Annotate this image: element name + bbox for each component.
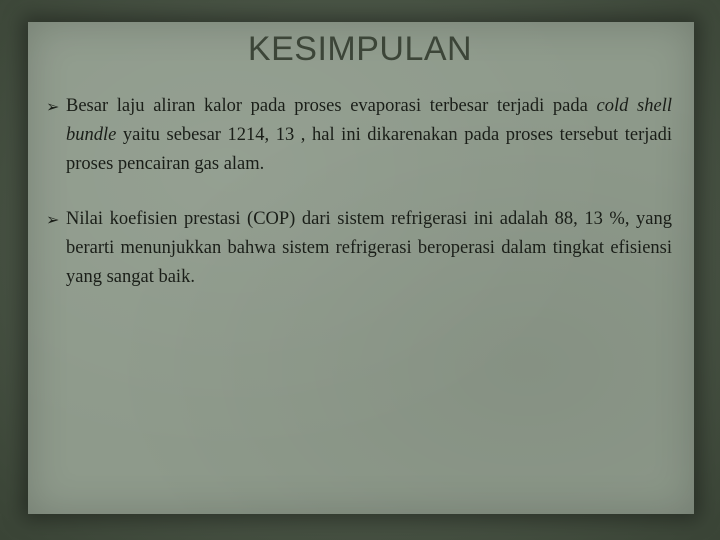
bullet-emphasis: cold shell bundle [66, 96, 672, 145]
bullet-item [46, 205, 672, 292]
arrow-bullet-icon: ➢ [46, 97, 60, 116]
bullet-text: Nilai koefisien prestasi (COP) dari sistem refrigerasi ini adalah 88, 13 %, yang berarti menunjukkan bahwa sistem refrigerasi beroperasi dalam tingkat efisiensi yang sangat baik. [66, 209, 672, 287]
arrow-bullet-icon: ➢ [46, 210, 60, 229]
bullet-item [46, 92, 672, 179]
bullet-text: Besar laju aliran kalor pada proses evaporasi terbesar terjadi pada [66, 96, 597, 116]
bullet-text: yaitu sebesar 1214, 13 , hal ini dikarenakan pada proses tersebut terjadi proses pencairan gas alam. [66, 125, 672, 174]
slide-title: KESIMPULAN [247, 30, 473, 68]
bullet-list [46, 92, 672, 292]
